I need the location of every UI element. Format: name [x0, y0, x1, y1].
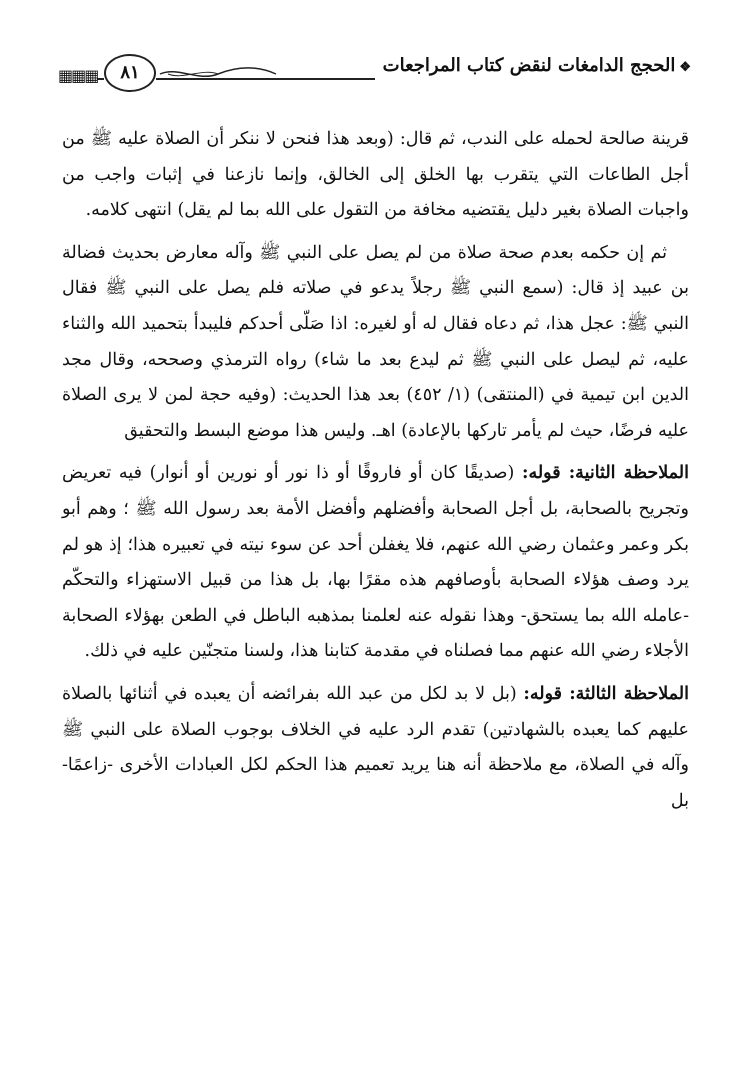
paragraph-text: (صديقًا كان أو فاروقًا أو ذا نور أو نورين أو أنوار) فيه تعريض وتجريح بالصحابة، بل أجل الصحابة وأفضلهم وأفضل الأمة بعد رسول الله ﷺ ؛ وهم أبو بكر وعمر وعثمان رضي الله عنهم، فلا يغفلن أحد عن سوء نيته في تعبيره هذا؛ إذ هو لم يرد وصف هؤلاء الصحابة بأوصافهم هذه مقرًا بها، بل هذا من قبيل الاستهزاء والتحكّم -عامله الله بما يستحق- وهذا نقوله عنه لعلمنا بمذهبه الباطل في الطعن بهؤلاء الصحابة الأجلاء رضي الله عنهم مما فصلناه في مقدمة كتابنا هذا، ولسنا متجنّين عليه في ذلك. — [62, 463, 689, 662]
running-title — [375, 54, 691, 80]
page-number-frame — [104, 54, 156, 90]
body-text — [62, 122, 689, 819]
paragraph-text: (بل لا بد لكل من عبد الله بفرائضه أن يعبده في أثنائها بالصلاة عليهم كما يعبده بالشهادتين) تقدم الرد عليه في الخلاف بوجوب الصلاة على النبي ﷺ وآله في الصلاة، مع ملاحظة أنه هنا يريد تعميم هذا الحكم لكل العبادات الأخرى -زاعمًا- بل — [62, 683, 689, 811]
page-number: ٨١ — [104, 54, 156, 92]
paragraph-1 — [62, 122, 689, 229]
paragraph-3 — [62, 456, 689, 670]
paragraph-4 — [62, 677, 689, 819]
note-label: الملاحظة الثانية: قوله: — [521, 463, 689, 484]
flourish-ornament-icon — [158, 64, 278, 84]
paragraph-2 — [62, 236, 689, 450]
ornament-mark-icon: ❖ — [679, 60, 691, 75]
running-title-text: الحجج الدامغات لنقض كتاب المراجعات — [382, 55, 676, 76]
running-header — [58, 50, 691, 92]
paragraph-text: قرينة صالحة لحمله على الندب، ثم قال: (وبعد هذا فنحن لا ننكر أن الصلاة عليه ﷺ من أجل الطاعات التي يتقرب بها الخلق إلى الخالق، وإنما نازعنا في إثبات واجب من واجبات الصلاة بغير دليل يقتضيه مخافة من التقول على الله بما لم يقل) انتهى كلامه. — [62, 129, 689, 221]
note-label: الملاحظة الثالثة: قوله: — [523, 683, 689, 704]
corner-ornament-icon: ▦▦▦ — [58, 62, 97, 90]
paragraph-text: ثم إن حكمه بعدم صحة صلاة من لم يصل على النبي ﷺ وآله معارض بحديث فضالة بن عبيد إذ قال: (سمع النبي ﷺ رجلاً يدعو في صلاته فلم يصل على النبي ﷺ فقال النبي ﷺ: عجل هذا، ثم دعاه فقال له أو لغيره: اذا صَلّى أحدكم فليبدأ بتحميد الله والثناء عليه، ثم ليصل على النبي ﷺ ثم ليدع بعد ما شاء) رواه الترمذي وصححه، وقال مجد الدين ابن تيمية في (المنتقى) (١/ ٤٥٢) بعد هذا الحديث: (وفيه حجة لمن لا يرى الصلاة عليه فرضًا، حيث لم يأمر تاركها بالإعادة) اهـ. وليس هذا موضع البسط والتحقيق — [62, 242, 689, 441]
